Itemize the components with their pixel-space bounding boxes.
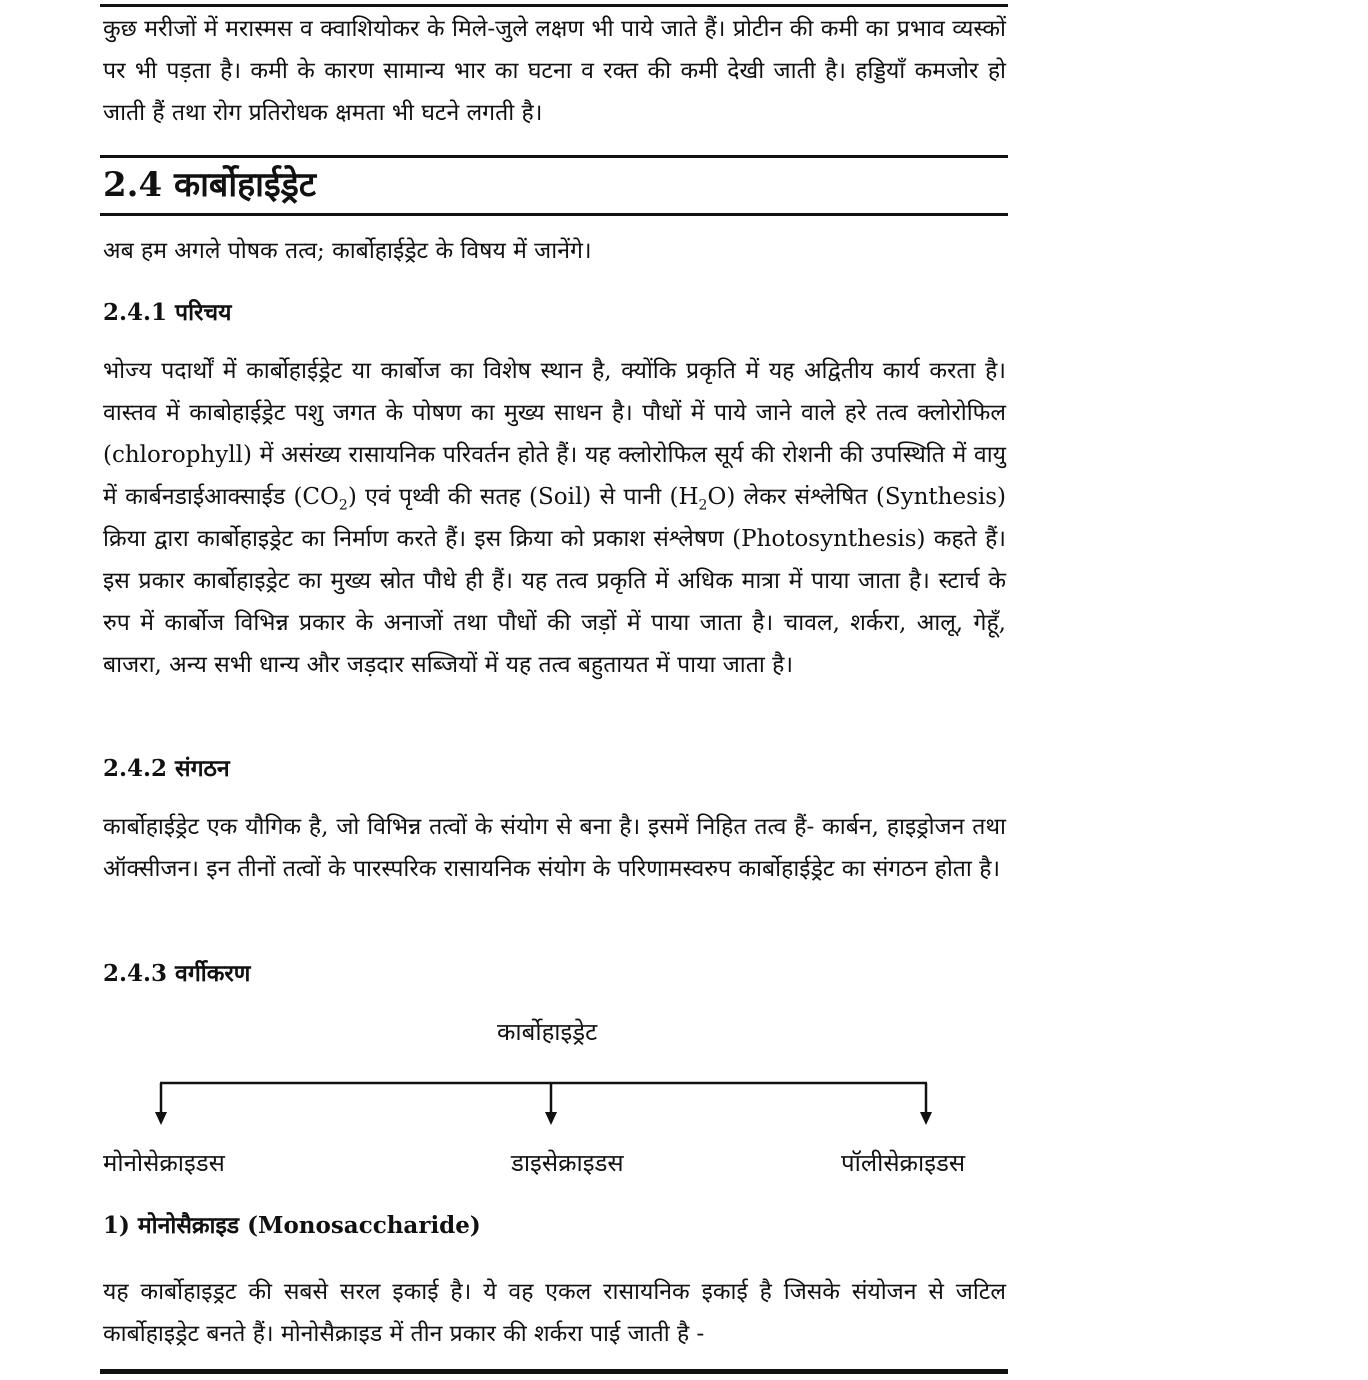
h2o-subscript: 2 (698, 497, 708, 514)
tree-root-label: कार्बोहाइड्रेट (497, 1018, 598, 1046)
tree-child-monosaccharides: मोनोसेक्राइडस (103, 1149, 225, 1177)
subsection-heading-classification: 2.4.3 वर्गीकरण (103, 960, 251, 987)
subsection-heading-composition: 2.4.2 संगठन (103, 755, 230, 782)
paragraph-text-part3: O) लेकर संश्लेषित (Synthesis) क्रिया द्वारा कार्बोहाइड्रेट का निर्माण करते हैं। इस क्रिया को प्रकाश संश्लेषण (Photosynthesis) कहते हैं। इस प्रकार कार्बोहाइड्रेट का मुख्य स्रोत पौधे ही हैं। यह तत्व प्रकृति में अधिक मात्रा में पाया जाता है। स्टार्च के रुप में कार्बोज विभिन्न प्रकार के अनाजों तथा पौधों की जड़ों में पाया जाता है। चावल, शर्करा, आलू, गेहूँ, बाजरा, अन्य सभी धान्य और जड़दार सब्जियों में यह तत्व बहुतायत में पाया जाता है। (103, 484, 1007, 678)
tree-child-polysaccharides: पॉलीसेक्राइडस (841, 1149, 966, 1177)
tree-child-disaccharides: डाइसेक्राइडस (511, 1149, 624, 1177)
paragraph-text-part2: ) एवं पृथ्वी की सतह (Soil) से पानी (H (347, 484, 699, 510)
section-intro: अब हम अगले पोषक तत्व; कार्बोहाईड्रेट के विषय में जानेंगे। (103, 238, 592, 264)
subsection-heading-intro: 2.4.1 परिचय (103, 299, 232, 326)
paragraph-text-part1: भोज्य पदार्थों में कार्बोहाईड्रेट या कार्बोज का विशेष स्थान है, क्योंकि प्रकृति में यह अद्वितीय कार्य करता है। वास्तव में काबोहाईड्रेट पशु जगत के पोषण का मुख्य साधन है। पौधों में पाये जाने वाले हरे तत्व क्लोरोफिल (chlorophyll) में असंख्य रासायनिक परिवर्तन होते हैं। यह क्लोरोफिल सूर्य की रोशनी की उपस्थिति में वायु में कार्बनडाईआक्साईड (CO (103, 358, 1006, 510)
monosaccharide-paragraph: यह कार्बोहाइड्रट की सबसे सरल इकाई है। ये वह एकल रासायनिक इकाई है जिसके संयोजन से जटिल कार्बोहाइड्रेट बनते हैं। मोनोसैक्राइड में तीन प्रकार की शर्करा पाई जाती है - (103, 1279, 1006, 1347)
intro-paragraph: कुछ मरीजों में मरास्मस व क्वाशियोकर के मिले-जुले लक्षण भी पाये जाते हैं। प्रोटीन की कमी का प्रभाव व्यस्कों पर भी पड़ता है। कमी के कारण सामान्य भार का घटना व रक्त की कमी देखी जाती है। हड्डियाँ कमजोर हो जाती हैं तथा रोग प्रतिरोधक क्षमता भी घटने लगती है। (103, 16, 1006, 126)
bottom-rule (100, 1369, 1008, 1374)
monosaccharide-heading: 1) मोनोसैक्राइड (Monosaccharide) (103, 1212, 481, 1239)
section-heading: 2.4 कार्बोहाईड्रेट (103, 165, 317, 205)
co2-subscript: 2 (338, 497, 348, 514)
composition-paragraph: कार्बोहाईड्रेट एक यौगिक है, जो विभिन्न तत्वों के संयोग से बना है। इसमें निहित तत्व हैं- कार्बन, हाइड्रोजन तथा ऑक्सीजन। इन तीनों तत्वों के पारस्परिक रासायनिक संयोग के परिणामस्वरुप कार्बोहाईड्रेट का संगठन होता है। (103, 814, 1006, 882)
